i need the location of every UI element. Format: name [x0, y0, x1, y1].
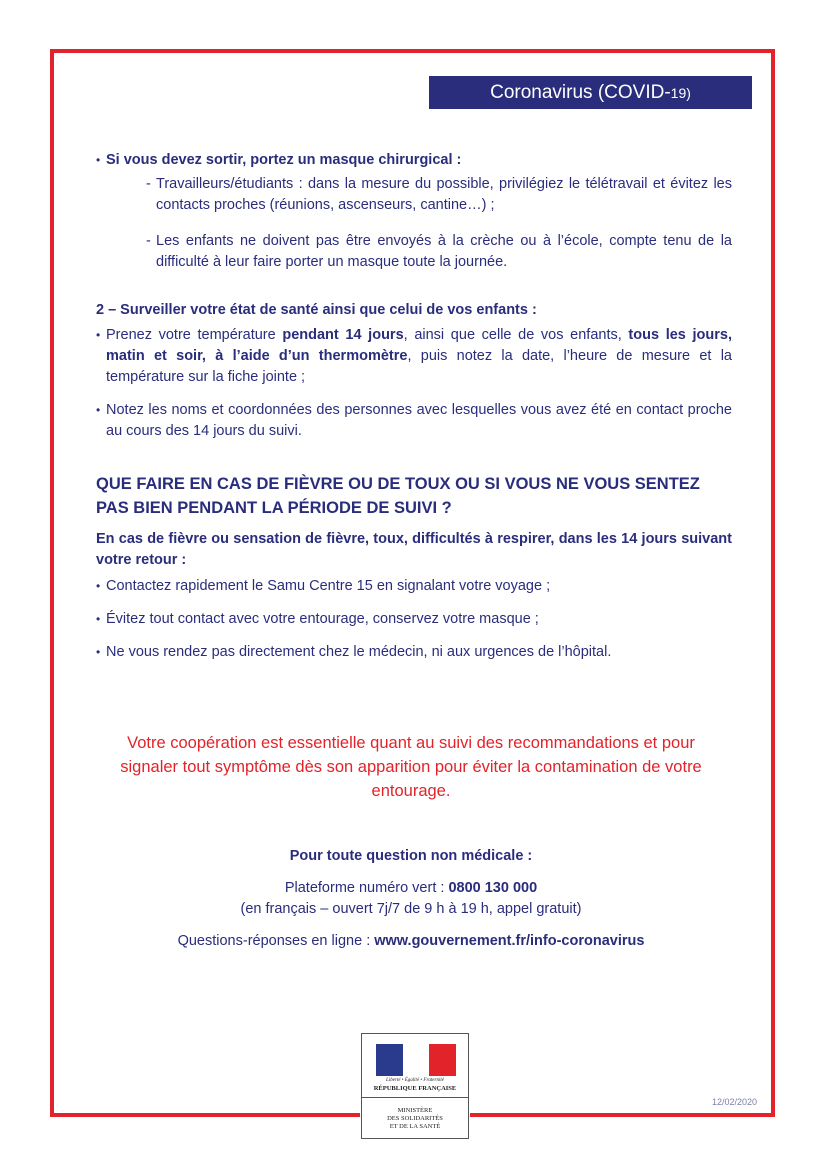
hotline-line: Plateforme numéro vert : 0800 130 000 — [284, 880, 538, 896]
main-content — [96, 150, 732, 663]
samu-bullet: • Contactez rapidement le Samu Centre 15 en signalant votre voyage ; — [96, 576, 732, 597]
logo-republic: RÉPUBLIQUE FRANÇAISE — [373, 1085, 457, 1092]
logo-divider — [362, 1097, 468, 1098]
logo-motto: Liberté • Égalité • Fraternité — [386, 1078, 444, 1083]
fever-heading: QUE FAIRE EN CAS DE FIÈVRE OU DE TOUX OU SI VOUS NE VOUS SENTEZ PAS BIEN PENDANT LA PÉRIODE DE SUIVI ? — [96, 475, 700, 517]
covid-badge — [429, 76, 752, 109]
section2-title: 2 – Surveiller votre état de santé ainsi que celui de vos enfants : — [96, 302, 537, 318]
contact-title: Pour toute question non médicale : — [289, 848, 533, 864]
cooperation-note: Votre coopération est essentielle quant au suivi des recommandations et pour signaler tout symptôme dès son apparition pour éviter la contamination de votre entourage. — [120, 734, 702, 800]
children-item: - Les enfants ne doivent pas être envoyés à la crèche ou à l’école, compte tenu de la difficulté à leur faire porter un masque toute la journée. — [96, 231, 732, 273]
logo-ministry: MINISTÈRE DES SOLIDARITÉS ET DE LA SANTÉ — [387, 1107, 443, 1130]
avoid-contact-bullet: • Évitez tout contact avec votre entourage, conservez votre masque ; — [96, 609, 732, 630]
contact-block — [96, 846, 726, 952]
mask-bullet: • Si vous devez sortir, portez un masque chirurgical : — [96, 150, 732, 171]
workers-item: - Travailleurs/étudiants : dans la mesure du possible, privilégiez le télétravail et évitez les contacts proches (réunions, ascenseurs, cantine…) ; — [96, 174, 732, 216]
document-date: 12/02/2020 — [712, 1097, 758, 1107]
marianne-flag-icon — [376, 1044, 456, 1076]
fever-intro: En cas de fièvre ou sensation de fièvre, toux, difficultés à respirer, dans les 14 jours suivant votre retour : — [96, 531, 732, 568]
website-line: Questions-réponses en ligne : www.gouvernement.fr/info-coronavirus — [177, 933, 645, 949]
contacts-bullet: • Notez les noms et coordonnées des personnes avec lesquelles vous avez été en contact proche au cours des 14 jours du suivi. — [96, 400, 732, 442]
no-doctor-bullet: • Ne vous rendez pas directement chez le médecin, ni aux urgences de l’hôpital. — [96, 642, 732, 663]
temperature-bullet: • Prenez votre température pendant 14 jours, ainsi que celle de vos enfants, tous les jours, matin et soir, à l’aide d’un thermomètre, puis notez la date, l’heure de mesure et la température sur la fiche jointe ; — [96, 325, 732, 388]
hotline-hours: (en français – ouvert 7j/7 de 9 h à 19 h, appel gratuit) — [240, 901, 582, 917]
badge-title: Coronavirus (COVID- — [490, 81, 671, 103]
republique-logo — [361, 1033, 469, 1139]
badge-number: 19) — [670, 84, 691, 101]
website-link[interactable]: www.gouvernement.fr/info-coronavirus — [374, 933, 645, 949]
hotline-number[interactable]: 0800 130 000 — [448, 880, 538, 896]
